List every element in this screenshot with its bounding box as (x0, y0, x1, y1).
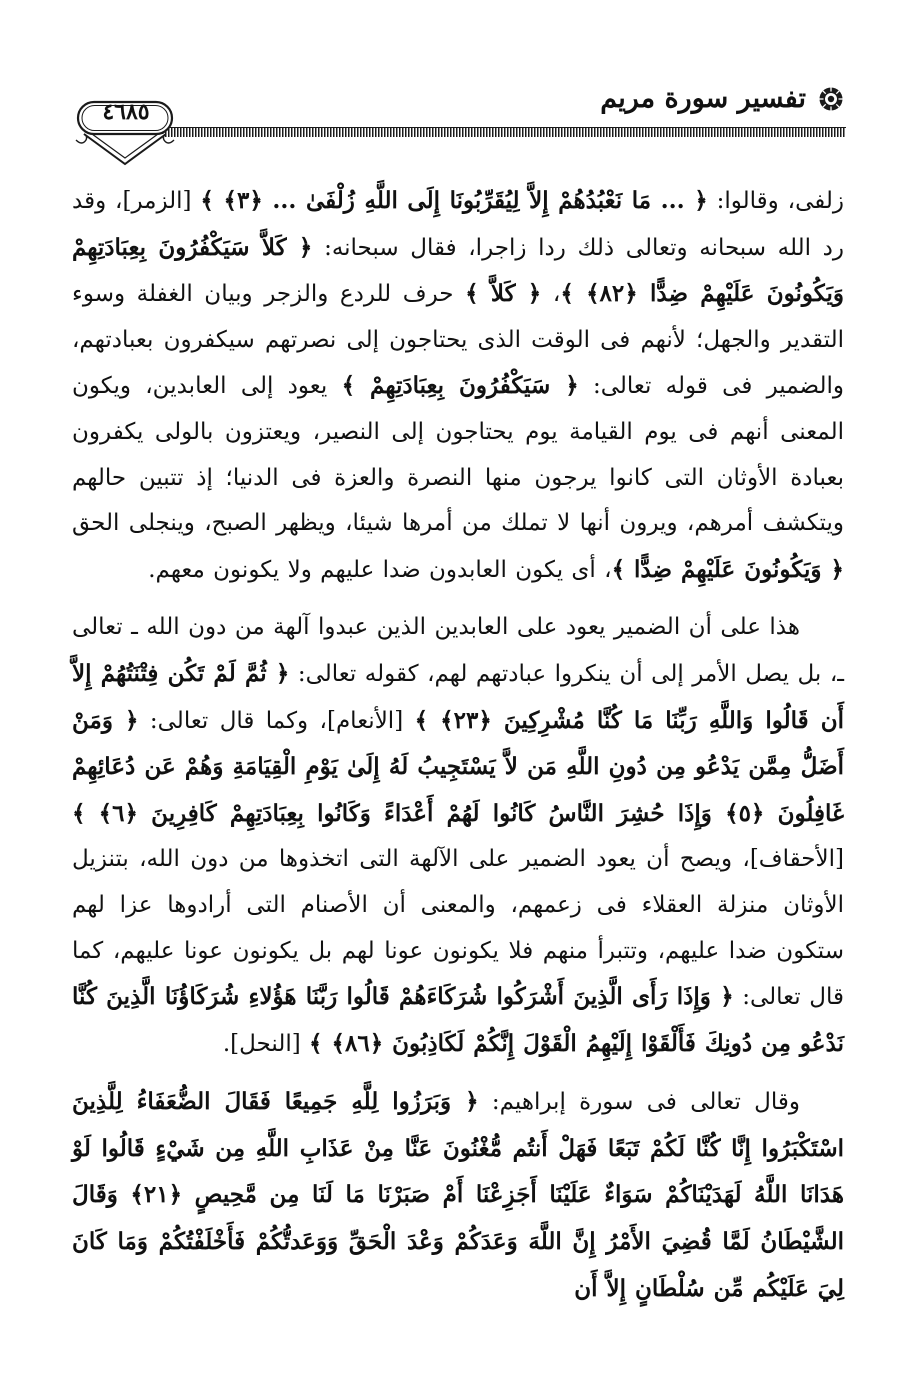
quran-quote: ﴿ وَبَرَزُوا لِلَّهِ جَمِيعًا فَقَالَ الضُّعَفَاءُ لِلَّذِينَ اسْتَكْبَرُوا إِنَّا كُنَّا لَكُمْ تَبَعًا فَهَلْ أَنتُم مُّغْنُونَ عَنَّا مِنْ عَذَابِ اللَّهِ مِن شَيْءٍ قَالُوا لَوْ هَدَانَا اللَّهُ لَهَدَيْنَاكُمْ سَوَاءٌ عَلَيْنَا أَجَزِعْنَا أَمْ صَبَرْنَا مَا لَنَا مِن مَّحِيصٍ ﴿٢١﴾ وَقَالَ الشَّيْطَانُ لَمَّا قُضِيَ الأَمْرُ إِنَّ اللَّهَ وَعَدَكُمْ وَعْدَ الْحَقِّ وَوَعَدتُّكُمْ فَأَخْلَفْتُكُمْ وَمَا كَانَ لِيَ عَلَيْكُم مِّن سُلْطَانٍ إِلاَّ أَن (72, 1088, 844, 1302)
body-text: [الأحقاف]، ويصح أن يعود الضمير على الآلهة التى اتخذوها من دون الله، بتنزيل الأوثان منزلة العقلاء فى زعمهم، والمعنى أن الأصنام التى أرادوها عزا لهم ستكون ضدا عليهم، وتتبرأ منهم فلا يكونون عونا لهم بل يكونون عونا عليهم، كما قال تعالى: (72, 846, 844, 1011)
running-title: تفسير سورة مريم (600, 83, 806, 114)
body-text: يعود إلى العابدين، ويكون المعنى أنهم فى يوم القيامة يوم يحتاجون إلى النصير، ويعتزون بالولى يكفرون بعبادة الأوثان التى كانوا يرجون منها النصرة والعزة فى الدنيا؛ إذ تتبين حالهم ويتكشف أمرهم، ويرون أنها لا تملك من أمرها شيئا، ويظهر الصبح، وينجلى الحق (72, 373, 844, 537)
page-number: ٤٦٨٥ (102, 99, 150, 125)
body-text: [النحل]. (222, 1030, 309, 1057)
quran-quote: ﴿ وَإِذَا رَأَى الَّذِينَ أَشْرَكُوا شُرَكَاءَهُمْ قَالُوا رَبَّنَا هَؤُلاءِ شُرَكَاؤُنَا الَّذِينَ كُنَّا نَدْعُو مِن دُونِكَ فَأَلْقَوْا إِلَيْهِمُ الْقَوْلَ إِنَّكُمْ لَكَاذِبُونَ ﴿٨٦﴾ ﴾ (72, 983, 844, 1057)
body-text: ، أى يكون العابدون ضدا عليهم ولا يكونون معهم. (148, 556, 612, 583)
header-rule (162, 128, 846, 137)
quran-quote: ﴿ ... مَا نَعْبُدُهُمْ إِلاَّ لِيُقَرِّبُونَا إِلَى اللَّهِ زُلْفَىٰ ... ﴿٣﴾ ﴾ (200, 187, 708, 214)
page-body (72, 178, 844, 1312)
paragraph (72, 178, 844, 593)
quran-quote: ﴿ كَلاَّ سَيَكْفُرُونَ بِعِبَادَتِهِمْ وَيَكُونُونَ عَلَيْهِمْ ضِدًّا ﴿٨٢﴾ ﴾ (72, 233, 845, 308)
rosette-ornament-icon (818, 86, 844, 112)
body-text: [الأنعام]، وكما قال تعالى: (138, 707, 415, 734)
quran-quote: ﴿ سَيَكْفُرُونَ بِعِبَادَتِهِمْ ﴾ (341, 372, 579, 400)
paragraph (72, 1079, 844, 1312)
body-text: وقال تعالى فى سورة إبراهيم: (478, 1089, 800, 1116)
body-text: [الزمر]، وقد رد الله سبحانه وتعالى ذلك ردا زاجرا، فقال سبحانه: (72, 188, 845, 261)
quran-quote: ﴿ كَلاَّ ﴾ (465, 280, 542, 308)
quran-quote: ﴿ وَمَنْ أَضَلُّ مِمَّن يَدْعُو مِن دُونِ اللَّهِ مَن لاَّ يَسْتَجِيبُ لَهُ إِلَىٰ يَوْمِ الْقِيَامَةِ وَهُمْ عَن دُعَائِهِمْ غَافِلُونَ ﴿٥﴾ وَإِذَا حُشِرَ النَّاسُ كَانُوا لَهُمْ أَعْدَاءً وَكَانُوا بِعِبَادَتِهِمْ كَافِرِينَ ﴿٦﴾ ﴾ (72, 706, 845, 827)
paragraph (72, 605, 844, 1067)
body-text: ، (541, 281, 561, 308)
quran-quote: ﴿ ثُمَّ لَمْ تَكُن فِتْنَتُهُمْ إِلاَّ أَن قَالُوا وَاللَّهِ رَبِّنَا مَا كُنَّا مُشْرِكِينَ ﴿٢٣﴾ ﴾ (72, 659, 845, 734)
body-text: زلفى، وقالوا: (707, 188, 845, 214)
page-header (66, 78, 846, 170)
quran-quote: ﴿ وَيَكُونُونَ عَلَيْهِمْ ضِدًّا ﴾ (611, 555, 844, 583)
body-text: حرف للردع والزجر وبيان الغفلة وسوء التقدير والجهل؛ لأنهم فى الوقت الذى يحتاجون إلى نصرتهم سيكفرون بعبادتهم، والضمير فى قوله تعالى: (72, 281, 844, 400)
body-text: هذا على أن الضمير يعود على العابدين الذين عبدوا آلهة من دون الله ـ تعالى ـ، بل يصل الأمر إلى أن ينكروا عبادتهم لهم، كقوله تعالى: (72, 614, 844, 687)
